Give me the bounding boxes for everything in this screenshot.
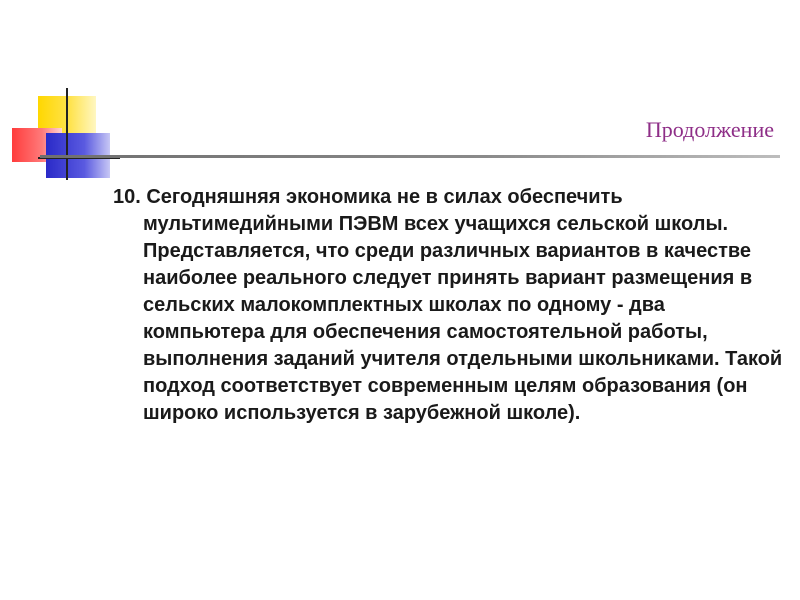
slide-body-text: 10. Сегодняшняя экономика не в силах обеспечить мультимедийными ПЭВМ всех учащихся сельской школы. Представляется, что среди различных вариантов в качестве наиболее реального следует принять вариант размещения в сельских малокомплектных школах по одному - два компьютера для обеспечения самостоятельной работы, выполнения заданий учителя отдельными школьниками. Такой подход соответствует современным целям образования (он широко используется в зарубежной школе). <box>113 186 783 424</box>
slide-title: Продолжение <box>645 117 774 142</box>
title-underline-divider <box>40 155 780 158</box>
decorative-squares-logo <box>0 0 120 190</box>
